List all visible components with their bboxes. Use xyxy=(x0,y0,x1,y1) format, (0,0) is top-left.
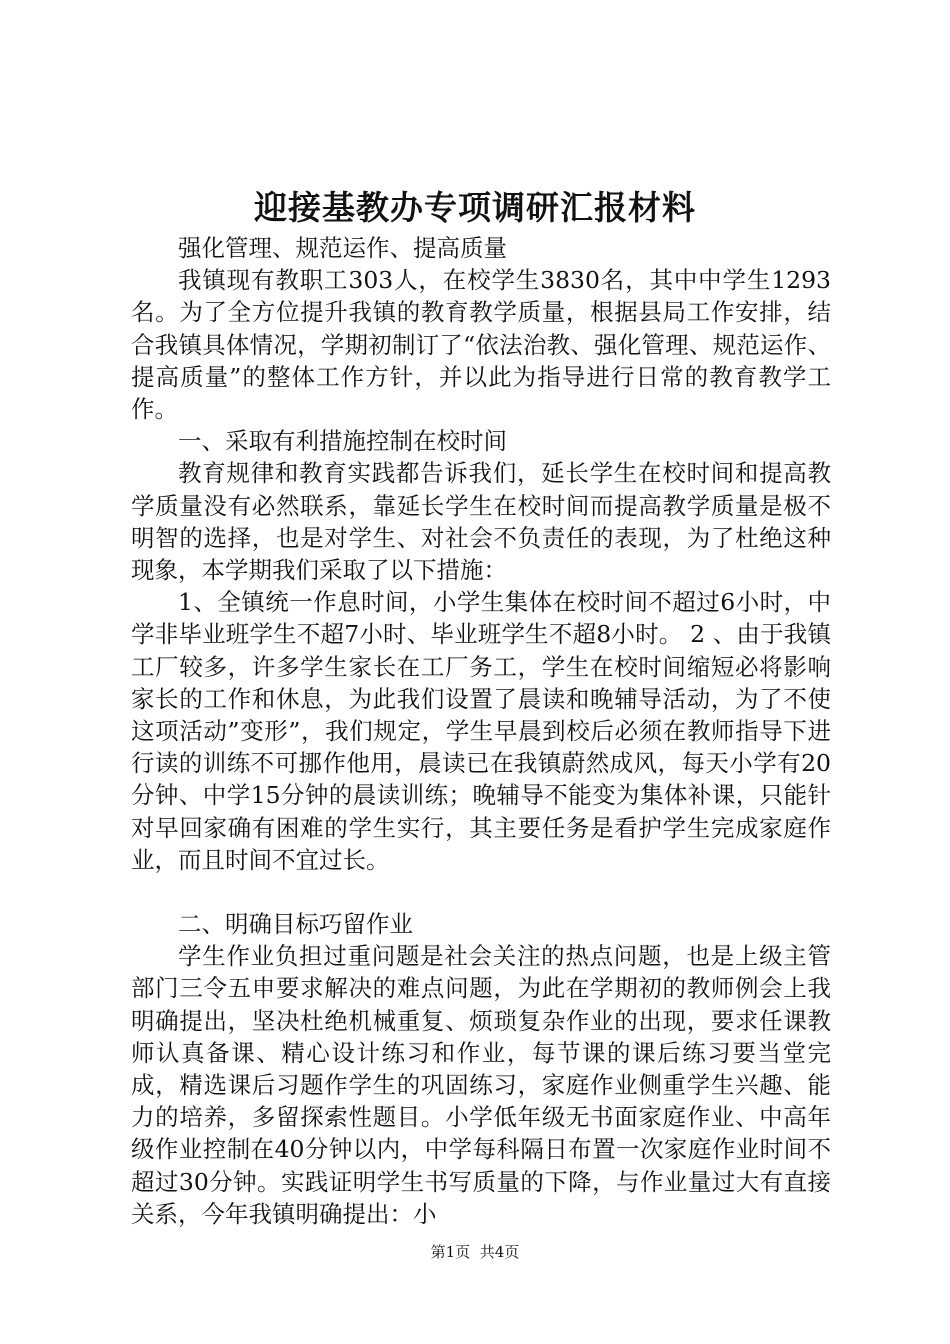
section-2-paragraph-1: 学生作业负担过重问题是社会关注的热点问题，也是上级主管部门三令五申要求解决的难点问题，为此在学期初的教师例会上我明确提出，坚决杜绝机械重复、烦琐复杂作业的出现，要求任课教师认真备课、精心设计练习和作业，每节课的课后练习要当堂完成，精选课后习题作学生的巩固练习，家庭作业侧重学生兴趣、能力的培养，多留探索性题目。小学低年级无书面家庭作业、中高年级作业控制在40分钟以内，中学每科隔日布置一次家庭作业时间不超过30分钟。实践证明学生书写质量的下降，与作业量过大有直接关系，今年我镇明确提出：小 xyxy=(131,942,831,1228)
document-body xyxy=(131,232,831,1230)
page-footer xyxy=(0,1242,950,1262)
section-1-paragraph-1: 教育规律和教育实践都告诉我们，延长学生在校时间和提高教学质量没有必然联系，靠延长学生在校时间而提高教学质量是极不明智的选择，也是对学生、对社会不负责任的表现，为了杜绝这种现象，本学期我们采取了以下措施： xyxy=(131,459,831,585)
subtitle-paragraph: 强化管理、规范运作、提高质量 xyxy=(178,234,507,262)
section-1-paragraph-2: 1、全镇统一作息时间，小学生集体在校时间不超过6小时，中学非毕业班学生不超7小时、毕业班学生不超8小时。 2 、由于我镇工厂较多，许多学生家长在工厂务工，学生在校时间缩短必将影响家长的工作和休息，为此我们设置了晨读和晚辅导活动，为了不使这项活动”变形”，我们规定，学生早晨到校后必须在教师指导下进行读的训练不可挪作他用，晨读已在我镇蔚然成风，每天小学有20分钟、中学15分钟的晨读训练；晚辅导不能变为集体补课，只能针对早回家确有困难的学生实行，其主要任务是看护学生完成家庭作业，而且时间不宜过长。 xyxy=(131,588,831,874)
document-title: 迎接基教办专项调研汇报材料 xyxy=(254,188,696,227)
intro-paragraph: 我镇现有教职工303人，在校学生3830名，其中中学生1293名。为了全方位提升我镇的教育教学质量，根据县局工作安排，结合我镇具体情况，学期初制订了“依法治教、强化管理、规范运作、提高质量”的整体工作方针，并以此为指导进行日常的教育教学工作。 xyxy=(131,266,831,424)
section-heading-2: 二、明确目标巧留作业 xyxy=(178,910,413,939)
page-number: 第1页 xyxy=(430,1243,471,1261)
section-heading-1: 一、采取有利措施控制在校时间 xyxy=(178,427,507,456)
page-total: 共4页 xyxy=(479,1243,520,1261)
